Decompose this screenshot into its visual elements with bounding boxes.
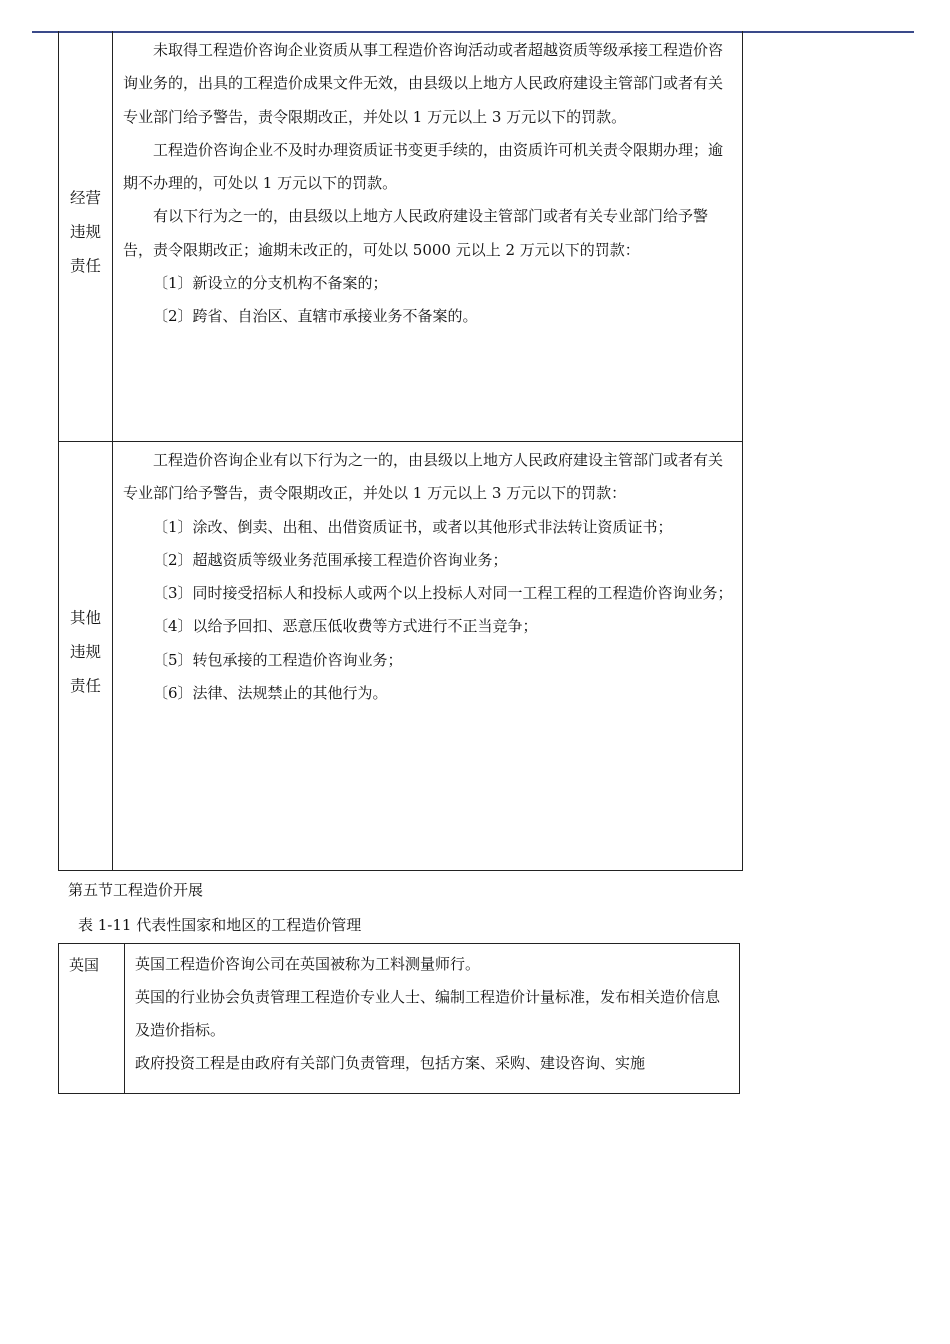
paragraph: 工程造价咨询企业有以下行为之一的，由县级以上地方人民政府建设主管部门或者有关专业部门给予警告，责令限期改正，并处以 1 万元以上 3 万元以下的罚款： [123, 451, 724, 503]
list-item: 〔5〕转包承接的工程造价咨询业务； [153, 650, 403, 669]
paragraph: 工程造价咨询企业不及时办理资质证书变更手续的，由资质许可机关责令限期办理；逾期不办理的，可处以 1 万元以下的罚款。 [123, 140, 724, 193]
violation-table [58, 31, 743, 871]
paragraph: 英国工程造价咨询公司在英国被称为工料测量师行。 [135, 955, 481, 973]
paragraph: 有以下行为之一的，由县级以上地方人民政府建设主管部门或者有关专业部门给予警告，责令限期改正；逾期未改正的，可处以 5000 元以上 2 万元以下的罚款： [123, 207, 709, 259]
country-label: 英国 [69, 956, 100, 974]
list-item: 〔6〕法律、法规禁止的其他行为。 [153, 684, 388, 703]
column-divider [112, 31, 113, 870]
row-divider [59, 441, 742, 442]
row-content-business-violation [123, 34, 735, 334]
table-caption: 表 1-11 代表性国家和地区的工程造价管理 [78, 916, 362, 934]
list-item: 〔2〕跨省、自治区、直辖市承接业务不备案的。 [153, 307, 478, 326]
list-item: 〔2〕超越资质等级业务范围承接工程造价咨询业务； [153, 550, 508, 569]
list-item: 〔3〕同时接受招标人和投标人或两个以上投标人对同一工程工程的工程造价咨询业务； [153, 584, 733, 603]
country-content [135, 948, 733, 1080]
paragraph: 政府投资工程是由政府有关部门负责管理，包括方案、采购、建设咨询、实施 [135, 1054, 646, 1072]
section-heading: 第五节工程造价开展 [68, 881, 204, 899]
list-item: 〔1〕新设立的分支机构不备案的； [153, 274, 388, 293]
country-table [58, 943, 740, 1094]
row-label-other-violation: 其他 违规 责任 [69, 609, 101, 695]
list-item: 〔1〕涂改、倒卖、出租、出借资质证书，或者以其他形式非法转让资质证书； [153, 517, 673, 536]
row-label-business-violation: 经营 违规 责任 [69, 189, 101, 275]
paragraph: 未取得工程造价咨询企业资质从事工程造价咨询活动或者超越资质等级承接工程造价咨询业务的，出具的工程造价成果文件无效，由县级以上地方人民政府建设主管部门或者有关专业部门给予警告，责令限期改正，并处以 1 万元以上 3 万元以下的罚款。 [123, 41, 724, 126]
column-divider [124, 944, 125, 1093]
row-content-other-violation [123, 444, 735, 710]
paragraph: 英国的行业协会负责管理工程造价专业人士、编制工程造价计量标准，发布相关造价信息及造价指标。 [135, 988, 721, 1039]
list-item: 〔4〕以给予回扣、恶意压低收费等方式进行不正当竞争； [153, 617, 538, 636]
